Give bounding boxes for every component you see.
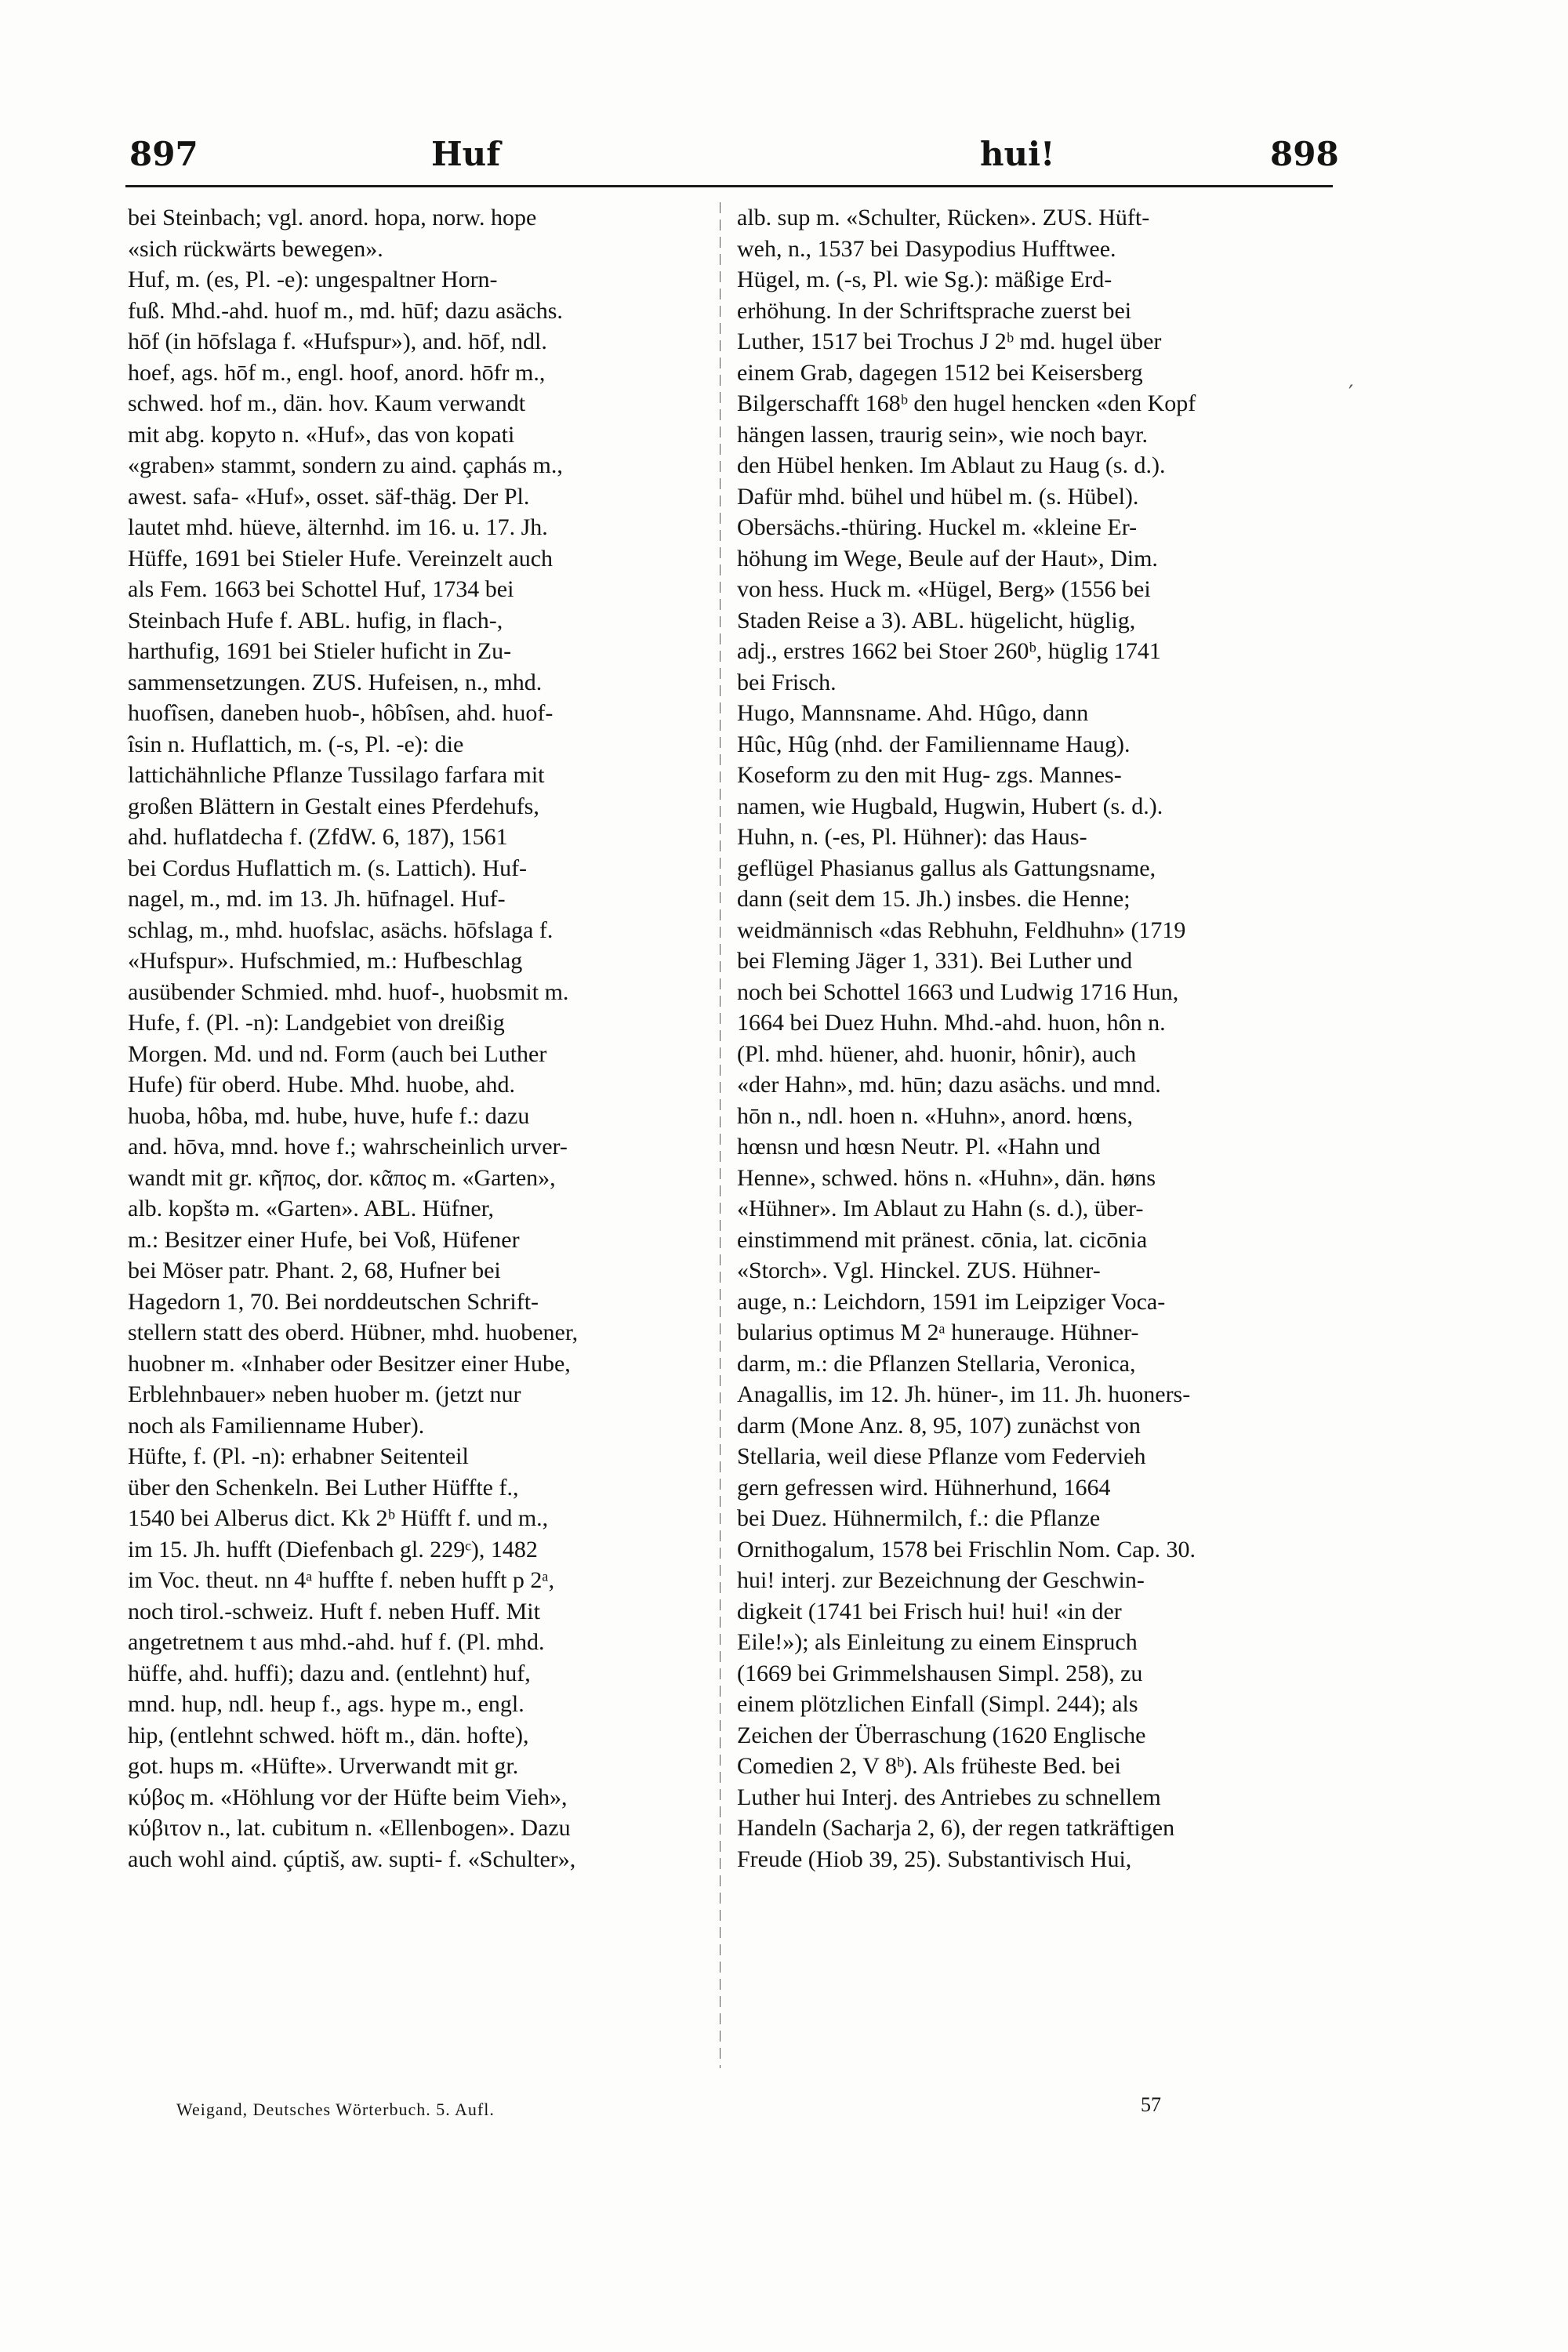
signature-mark: 57 [1141,2093,1161,2116]
text-line: bei Cordus Huflattich m. (s. Lattich). Huf- [128,855,528,881]
text-line: großen Blättern in Gestalt eines Pferdehufs, [128,793,539,819]
text-line: wandt mit gr. κῆπος, dor. κᾶπος m. «Garten», [128,1164,556,1191]
running-head-left: Huf [431,135,501,173]
text-line: schwed. hof m., dän. hov. Kaum verwandt [128,390,526,416]
text-line: Morgen. Md. und nd. Form (auch bei Luther [128,1040,547,1067]
text-line: κύβος m. «Höhlung vor der Hüfte beim Vieh», [128,1784,568,1810]
text-line: hoef, ags. hōf m., engl. hoof, anord. hōfr m., [128,359,546,386]
text-line: geflügel Phasianus gallus als Gattungsname, [737,855,1156,881]
left-column [128,202,720,1875]
text-line: huobner m. «Inhaber oder Besitzer einer Hube, [128,1350,571,1377]
text-line: hui! interj. zur Bezeichnung der Geschwin- [737,1567,1145,1593]
page-number-right: 898 [1270,135,1339,173]
text-line: Luther, 1517 bei Trochus J 2ᵇ md. hugel über [737,328,1162,354]
text-line: Bilgerschafft 168ᵇ den hugel hencken «den Kopf [737,390,1196,416]
text-line: Eile!»); als Einleitung zu einem Einspruch [737,1629,1138,1655]
text-line: den Hübel henken. Im Ablaut zu Haug (s. d.). [737,452,1166,478]
text-line: 1540 bei Alberus dict. Kk 2ᵇ Hüfft f. und m., [128,1505,549,1531]
text-line: Huf, m. (es, Pl. -e): ungespaltner Horn- [128,267,498,292]
text-line: alb. kopštə m. «Garten». ABL. Hüfner, [128,1196,495,1221]
text-line: dann (seit dem 15. Jh.) insbes. die Henne; [737,886,1131,912]
text-line: Hüfte, f. (Pl. -n): erhabner Seitenteil [128,1443,469,1469]
text-line: weidmännisch «das Rebhuhn, Feldhuhn» (1719 [737,916,1186,943]
text-line: hœnsn und hœsn Neutr. Pl. «Hahn und [737,1134,1101,1160]
text-line: Dafür mhd. bühel und hübel m. (s. Hübel). [737,483,1139,510]
text-line: sammensetzungen. ZUS. Hufeisen, n., mhd. [128,669,543,695]
text-line: (1669 bei Grimmelshausen Simpl. 258), zu [737,1660,1143,1686]
text-line: «sich rückwärts bewegen». [128,235,383,262]
text-line: Erblehnbauer» neben huober m. (jetzt nur [128,1381,521,1407]
text-line: Huhn, n. (-es, Pl. Hühner): das Haus- [737,824,1087,850]
text-line: noch tirol.-schweiz. Huft f. neben Huff. Mit [128,1598,540,1624]
text-line: ahd. huflatdecha f. (ZfdW. 6, 187), 1561 [128,824,508,850]
text-line: Handeln (Sacharja 2, 6), der regen tatkräftigen [737,1815,1175,1841]
text-line: adj., erstres 1662 bei Stoer 260ᵇ, hüglig 1741 [737,638,1161,664]
text-line: Zeichen der Überraschung (1620 Englische [737,1722,1146,1748]
text-line: Hufe) für oberd. Hube. Mhd. huobe, ahd. [128,1072,516,1098]
text-line: Freude (Hiob 39, 25). Substantivisch Hui, [737,1846,1132,1872]
text-line: einstimmend mit pränest. cōnia, lat. cicōnia [737,1226,1148,1253]
text-line: höhung im Wege, Beule auf der Haut», Dim. [737,545,1158,572]
text-line: auch wohl aind. çúptiš, aw. supti- f. «Schulter», [128,1846,576,1872]
text-line: hōf (in hōfslaga f. «Hufspur»), and. hōf, ndl. [128,328,547,354]
page-number-left: 897 [129,135,198,173]
text-line: über den Schenkeln. Bei Luther Hüffte f., [128,1474,519,1501]
text-line: «Hufspur». Hufschmied, m.: Hufbeschlag [128,948,523,974]
text-line: digkeit (1741 bei Frisch hui! hui! «in der [737,1598,1122,1624]
text-line: mit abg. kopyto n. «Huf», das von kopati [128,421,515,448]
text-line: bei Steinbach; vgl. anord. hopa, norw. hope [128,205,537,230]
text-line: hōn n., ndl. hoen n. «Huhn», anord. hœns, [737,1102,1133,1129]
text-line: Hagedorn 1, 70. Bei norddeutschen Schrift- [128,1288,539,1315]
footer-source: Weigand, Deutsches Wörterbuch. 5. Aufl. [176,2100,495,2119]
text-line: gern gefressen wird. Hühnerhund, 1664 [737,1474,1111,1501]
text-line: «der Hahn», md. hūn; dazu asächs. und mnd. [737,1072,1161,1098]
text-line: einem Grab, dagegen 1512 bei Keisersberg [737,359,1143,386]
text-line: Steinbach Hufe f. ABL. hufig, in flach-, [128,607,503,633]
text-line: alb. sup m. «Schulter, Rücken». ZUS. Hüft- [737,205,1150,230]
header-rule [125,185,1333,187]
text-line: auge, n.: Leichdorn, 1591 im Leipziger Voca- [737,1288,1166,1315]
text-line: m.: Besitzer einer Hufe, bei Voß, Hüfener [128,1226,520,1253]
text-line: lattichähnliche Pflanze Tussilago farfara mit [128,762,545,788]
text-line: Staden Reise a 3). ABL. hügelicht, hüglig, [737,607,1136,633]
text-line: îsin n. Huflattich, m. (-s, Pl. -e): die [128,731,464,757]
text-line: Comedien 2, V 8ᵇ). Als früheste Bed. bei [737,1753,1121,1779]
text-line: darm (Mone Anz. 8, 95, 107) zunächst von [737,1412,1141,1439]
right-column [737,202,1329,1875]
text-line: angetretnem t aus mhd.-ahd. huf f. (Pl. mhd. [128,1629,545,1655]
text-line: darm, m.: die Pflanzen Stellaria, Veronica, [737,1350,1136,1377]
text-line: im Voc. theut. nn 4ᵃ huffte f. neben hufft p 2ᵃ, [128,1567,555,1593]
text-line: awest. safa- «Huf», osset. säf-thäg. Der Pl. [128,483,530,510]
text-line: bularius optimus M 2ᵃ hunerauge. Hühner- [737,1319,1139,1345]
text-line: huofîsen, daneben huob-, hôbîsen, ahd. huof- [128,700,554,726]
text-line: bei Duez. Hühnermilch, f.: die Pflanze [737,1505,1101,1531]
text-line: Stellaria, weil diese Pflanze vom Federvieh [737,1443,1146,1469]
text-line: κύβιτον n., lat. cubitum n. «Ellenbogen». Dazu [128,1815,571,1841]
text-line: fuß. Mhd.-ahd. huof m., md. hūf; dazu asächs. [128,297,563,324]
text-line: erhöhung. In der Schriftsprache zuerst bei [737,297,1132,324]
text-line: hüffe, ahd. huffi); dazu and. (entlehnt) huf, [128,1660,531,1686]
text-line: Anagallis, im 12. Jh. hüner-, im 11. Jh. huoners- [737,1381,1191,1407]
text-line: schlag, m., mhd. huofslac, asächs. hōfslaga f. [128,916,554,943]
text-line: got. hups m. «Hüfte». Urverwandt mit gr. [128,1753,519,1779]
text-line: Luther hui Interj. des Antriebes zu schnellem [737,1784,1161,1810]
text-line: and. hōva, mnd. hove f.; wahrscheinlich urver- [128,1134,568,1160]
text-line: nagel, m., md. im 13. Jh. hūfnagel. Huf- [128,886,506,912]
text-line: namen, wie Hugbald, Hugwin, Hubert (s. d.). [737,793,1163,819]
text-line: Henne», schwed. höns n. «Huhn», dän. høns [737,1164,1156,1191]
text-line: bei Möser patr. Phant. 2, 68, Hufner bei [128,1258,501,1283]
text-line: Ornithogalum, 1578 bei Frischlin Nom. Cap. 30. [737,1536,1196,1563]
text-line: Hugo, Mannsname. Ahd. Hûgo, dann [737,700,1089,726]
text-line: Hufe, f. (Pl. -n): Landgebiet von dreißig [128,1010,505,1036]
text-line: stellern statt des oberd. Hübner, mhd. huobener, [128,1319,579,1345]
text-line: Koseform zu den mit Hug- zgs. Mannes- [737,762,1122,788]
text-line: mnd. hup, ndl. heup f., ags. hype m., engl. [128,1691,524,1717]
text-line: «Hühner». Im Ablaut zu Hahn (s. d.), über- [737,1196,1144,1221]
text-line: lautet mhd. hüeve, älternhd. im 16. u. 17. Jh. [128,514,548,540]
text-line: Hüffe, 1691 bei Stieler Hufe. Vereinzelt auch [128,545,554,572]
text-line: bei Fleming Jäger 1, 331). Bei Luther und [737,948,1133,974]
text-line: huoba, hôba, md. hube, huve, hufe f.: dazu [128,1102,530,1129]
text-line: hängen lassen, traurig sein», wie noch bayr. [737,421,1149,448]
text-line: als Fem. 1663 bei Schottel Huf, 1734 bei [128,576,514,602]
text-line: harthufig, 1691 bei Stieler huficht in Zu- [128,638,512,664]
text-line: weh, n., 1537 bei Dasypodius Hufftwee. [737,235,1116,262]
text-line: Hügel, m. (-s, Pl. wie Sg.): mäßige Erd- [737,267,1112,292]
text-line: Hûc, Hûg (nhd. der Familienname Haug). [737,731,1131,757]
text-line: (Pl. mhd. hüener, ahd. huonir, hônir), auch [737,1040,1137,1067]
text-line: von hess. Huck m. «Hügel, Berg» (1556 bei [737,576,1151,602]
text-line: bei Frisch. [737,669,837,695]
text-line: Obersächs.-thüring. Huckel m. «kleine Er- [737,514,1138,540]
text-line: noch als Familienname Huber). [128,1412,425,1439]
margin-mark: ′ [1348,380,1354,406]
text-line: «graben» stammt, sondern zu aind. çaphás m., [128,452,563,478]
text-line: «Storch». Vgl. Hinckel. ZUS. Hühner- [737,1258,1101,1283]
text-line: ausübender Schmied. mhd. huof-, huobsmit m. [128,978,569,1005]
text-line: einem plötzlichen Einfall (Simpl. 244); als [737,1691,1138,1717]
text-line: im 15. Jh. hufft (Diefenbach gl. 229ᶜ), 1482 [128,1536,538,1563]
running-head-right: hui! [980,135,1055,173]
text-line: noch bei Schottel 1663 und Ludwig 1716 Hun, [737,978,1179,1005]
text-line: 1664 bei Duez Huhn. Mhd.-ahd. huon, hôn n. [737,1010,1166,1036]
text-line: hip, (entlehnt schwed. höft m., dän. hofte), [128,1722,529,1748]
